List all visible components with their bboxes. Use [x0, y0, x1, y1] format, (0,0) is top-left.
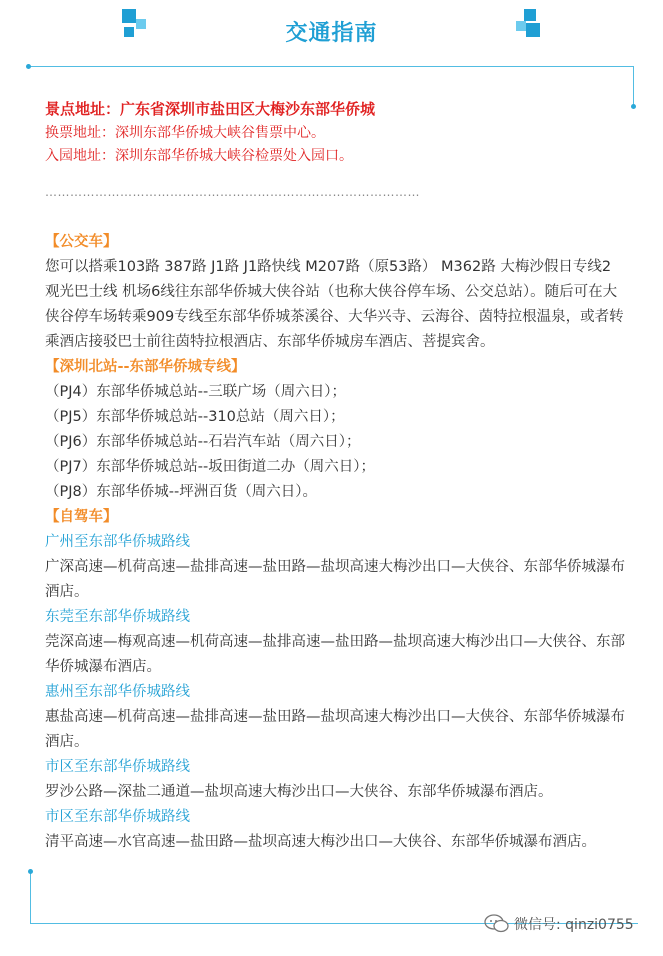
- frame-dot: [28, 869, 33, 874]
- wechat-icon: [484, 914, 510, 934]
- decor-squares-icon: [516, 9, 542, 39]
- frame-dot: [631, 104, 636, 109]
- frame-dot: [26, 64, 31, 69]
- bus-heading: 【公交车】: [45, 234, 118, 250]
- route-description: 罗沙公路—深盐二通道—盐坝高速大梅沙出口—大侠谷、东部华侨城瀑布酒店。: [45, 784, 553, 800]
- shuttle-line: （PJ6）东部华侨城总站--石岩汽车站（周六日）；: [45, 434, 361, 450]
- page-title: 交通指南: [285, 21, 378, 46]
- bus-description: 您可以搭乘103路 387路 J1路 J1路快线 M207路（原53路） M362路 大梅沙假日专线2 观光巴士线 机场6线往东部华侨城大侠谷站（也称大侠谷停车场、公交总站）。随后可在大侠谷停车场转乘909专线至东部华侨城茶溪谷、大华兴寺、云海谷、茵特拉根温泉，或者转乘酒店接驳巴士前往茵特拉根酒店、东部华侨城房车酒店、菩提宾舍。: [45, 259, 624, 350]
- shuttle-line: （PJ7）东部华侨城总站--坂田街道二办（周六日）；: [45, 459, 375, 475]
- route-title: 东莞至东部华侨城路线: [45, 609, 190, 625]
- route-title: 市区至东部华侨城路线: [45, 759, 190, 775]
- ticket-exchange-address: 换票地址：深圳东部华侨城大峡谷售票中心。: [45, 125, 325, 141]
- route-description: 莞深高速—梅观高速—机荷高速—盐排高速—盐田路—盐坝高速大梅沙出口—大侠谷、东部华侨城瀑布酒店。: [45, 634, 625, 675]
- route-title: 广州至东部华侨城路线: [45, 534, 190, 550]
- route-title: 惠州至东部华侨城路线: [45, 684, 190, 700]
- shuttle-line: （PJ5）东部华侨城总站--310总站（周六日）；: [45, 409, 345, 425]
- title-bar: [0, 0, 663, 62]
- wechat-watermark: [484, 914, 634, 934]
- watermark-text: 微信号: qinzi0755: [514, 917, 634, 933]
- route-title: 市区至东部华侨城路线: [45, 809, 190, 825]
- content: [45, 96, 625, 855]
- dotted-divider: ………………………………………………………………………………: [45, 185, 420, 199]
- shuttle-line: （PJ4）东部华侨城总站--三联广场（周六日）；: [45, 384, 346, 400]
- route-description: 清平高速—水官高速—盐田路—盐坝高速大梅沙出口—大侠谷、东部华侨城瀑布酒店。: [45, 834, 596, 850]
- shuttle-list: [45, 380, 625, 505]
- scenic-address: 景点地址：广东省深圳市盐田区大梅沙东部华侨城: [45, 100, 376, 118]
- entrance-address: 入园地址：深圳东部华侨城大峡谷检票处入园口。: [45, 148, 353, 164]
- shuttle-heading: 【深圳北站--东部华侨城专线】: [45, 359, 246, 375]
- drive-heading: 【自驾车】: [45, 509, 118, 525]
- route-description: 广深高速—机荷高速—盐排高速—盐田路—盐坝高速大梅沙出口—大侠谷、东部华侨城瀑布酒店。: [45, 559, 625, 600]
- shuttle-line: （PJ8）东部华侨城--坪洲百货（周六日）。: [45, 484, 317, 500]
- route-description: 惠盐高速—机荷高速—盐排高速—盐田路—盐坝高速大梅沙出口—大侠谷、东部华侨城瀑布酒店。: [45, 709, 625, 750]
